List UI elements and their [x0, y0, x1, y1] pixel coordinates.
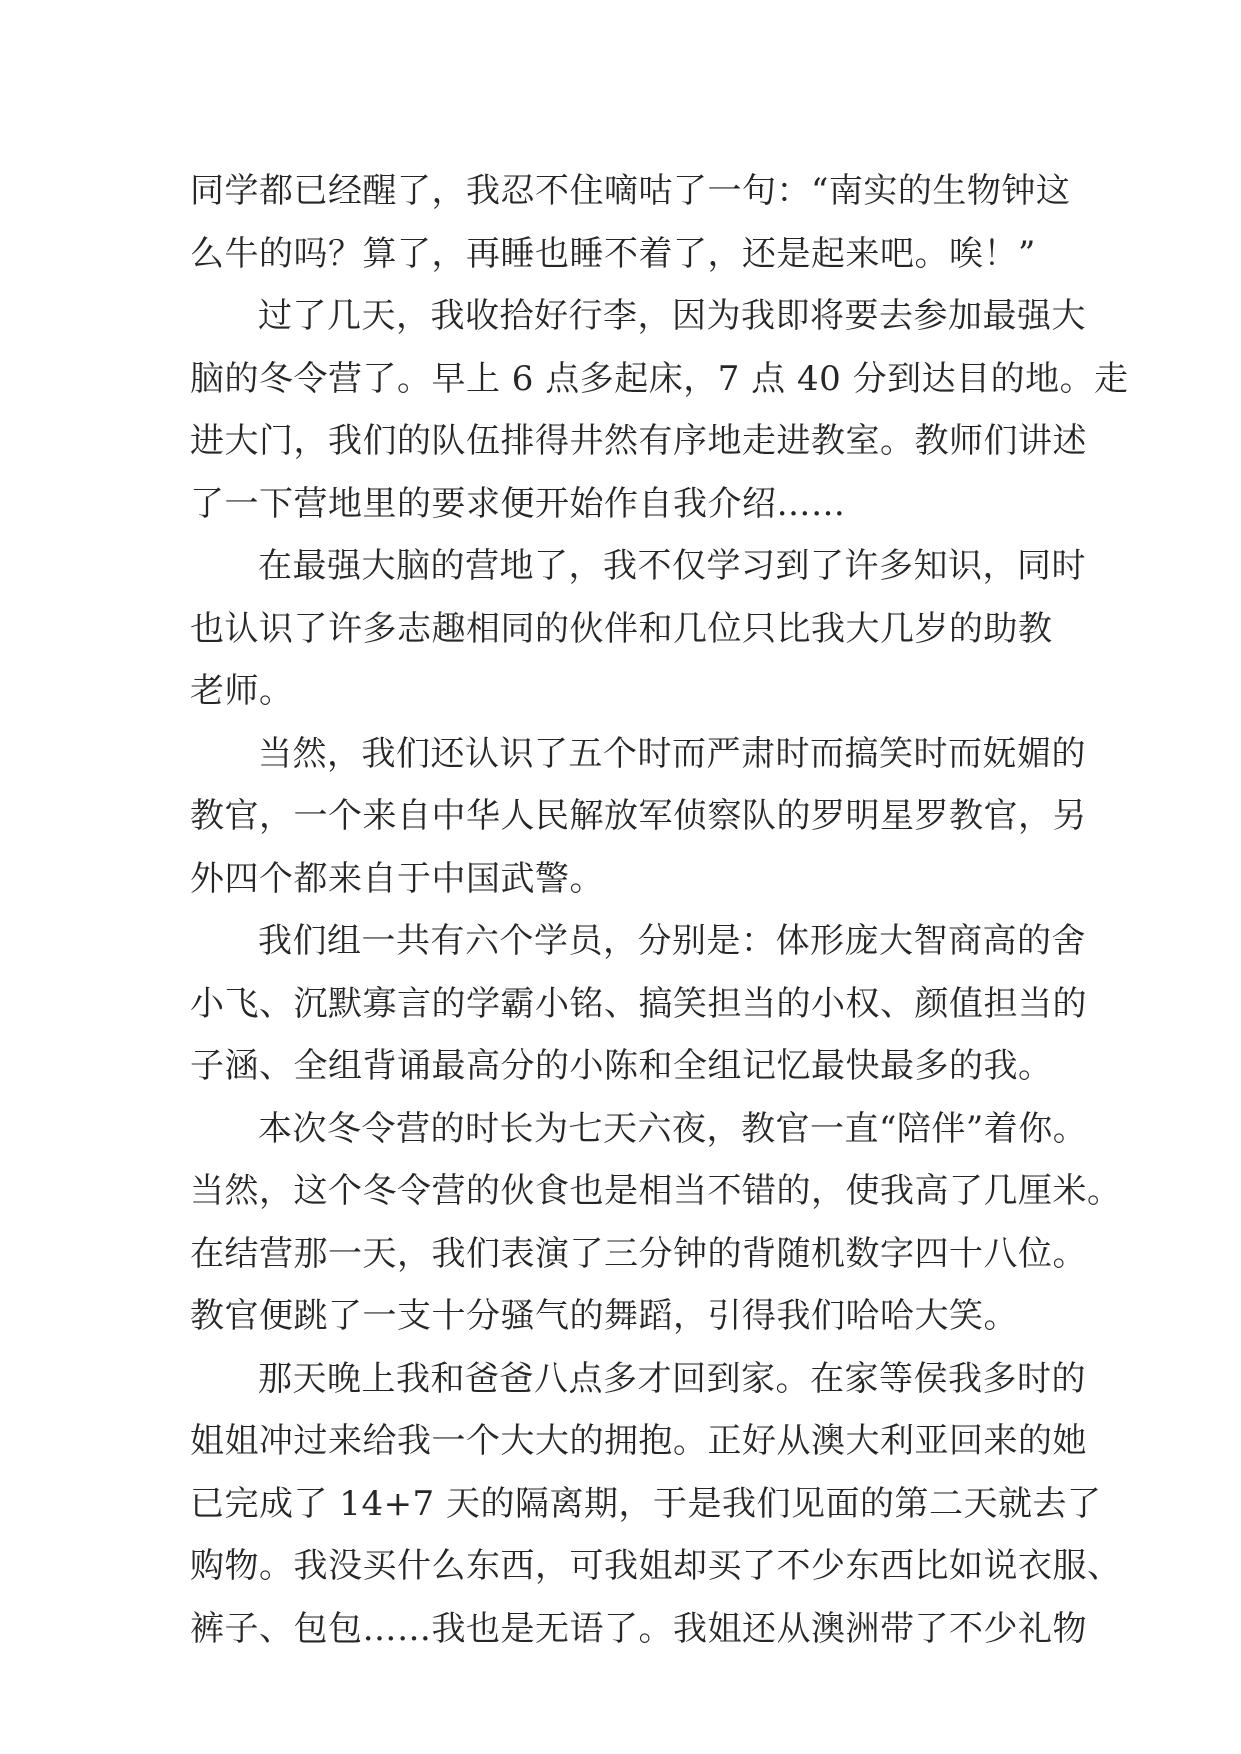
- text-line: 么牛的吗？算了，再睡也睡不着了，还是起来吧。唉！”: [190, 233, 1036, 274]
- text-line: 同学都已经醒了，我忍不住嘀咕了一句：“南实的生物钟这: [190, 171, 1071, 211]
- text-line: 购物。我没买什么东西，可我姐却买了不少东西比如说衣服、: [190, 1546, 1122, 1586]
- paragraph-first-line: 过了几天，我收拾好行李，因为我即将要去参加最强大: [258, 296, 1086, 336]
- paragraph-first-line: 当然，我们还认识了五个时而严肃时而搞笑时而妩媚的: [258, 733, 1086, 774]
- body-text: [190, 160, 1129, 1660]
- text-line: 子涵、全组背诵最高分的小陈和全组记忆最快最多的我。: [190, 1046, 1053, 1086]
- text-line: 也认识了许多志趣相同的伙伴和几位只比我大几岁的助教: [190, 608, 1053, 649]
- text-line: 小飞、沉默寡言的学霸小铭、搞笑担当的小权、颜值担当的: [190, 983, 1087, 1024]
- paragraph-first-line: 在最强大脑的营地了，我不仅学习到了许多知识，同时: [258, 546, 1086, 586]
- text-line: 姐姐冲过来给我一个大大的拥抱。正好从澳大利亚回来的她: [190, 1421, 1087, 1461]
- paragraph-first-line: 那天晚上我和爸爸八点多才回到家。在家等侯我多时的: [258, 1358, 1086, 1399]
- text-line: 外四个都来自于中国武警。: [190, 858, 604, 899]
- text-line: 在结营那一天，我们表演了三分钟的背随机数字四十八位。: [190, 1233, 1087, 1274]
- text-line: 老师。: [190, 671, 294, 711]
- text-line: 教官，一个来自中华人民解放军侦察队的罗明星罗教官，另: [190, 796, 1087, 836]
- text-line: 已完成了 14+7 天的隔离期，于是我们见面的第二天就去了: [190, 1483, 1102, 1524]
- text-line: 脑的冬令营了。早上 6 点多起床，7 点 40 分到达目的地。走: [190, 358, 1129, 399]
- text-line: 进大门，我们的队伍排得井然有序地走进教室。教师们讲述: [190, 421, 1087, 461]
- text-line: 了一下营地里的要求便开始作自我介绍……: [190, 483, 846, 524]
- text-line: 当然，这个冬令营的伙食也是相当不错的，使我高了几厘米。: [190, 1171, 1122, 1211]
- text-line: 教官便跳了一支十分骚气的舞蹈，引得我们哈哈大笑。: [190, 1296, 1018, 1336]
- paragraph-first-line: 我们组一共有六个学员，分别是：体形庞大智商高的舍: [258, 921, 1086, 961]
- text-line: 裤子、包包……我也是无语了。我姐还从澳洲带了不少礼物: [190, 1608, 1087, 1649]
- paragraph-first-line: 本次冬令营的时长为七天六夜，教官一直“陪伴”着你。: [258, 1108, 1088, 1149]
